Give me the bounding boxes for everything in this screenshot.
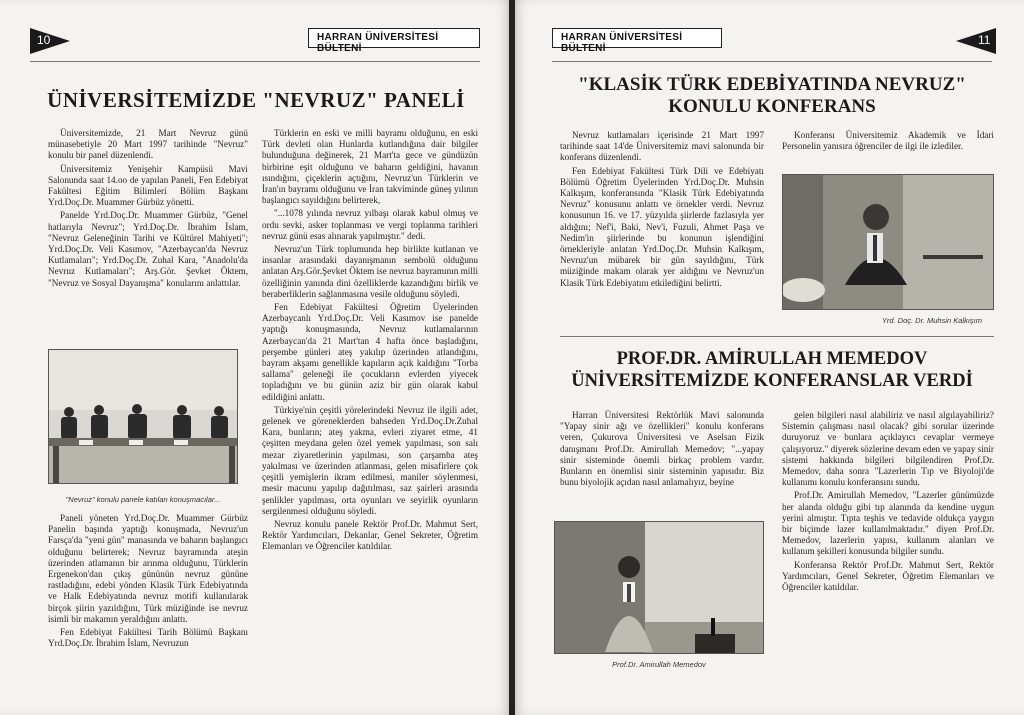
paragraph: Prof.Dr. Amirullah Memedov, "Lazerler günümüzde her alanda olduğu gibi tıp alanında da kendine uygun yerini almıştır. Tıpta teşhis ve tedavide oldukça yaygın bir biçimde lazer kullanılmaktadır." diyen Prof.Dr. Memedov, lazerlerin yapısı, kullanım alanları ve kullanım şekilleri konusunda bilgiler sundu. [782, 490, 994, 557]
binding-gutter [509, 0, 515, 715]
panel-photo [48, 349, 238, 484]
paragraph: gelen bilgileri nasıl alabiliriz ve nasıl algılayabiliriz? Sistemin çalışması nasıl olacak? gibi sorular üzerinde duruyoruz ve bunlara açıklayıcı cevaplar vermeye çalışıyoruz." diyerek sözlerine devam eden ve yapay sinir sistemi hakkında bilgileri bilgilendiren Prof.Dr. Memedov, daha sonra "Lazerlerin Tıp ve Biyoloji'de kullanımı konulu konferansını sundu. [782, 410, 994, 488]
header-rule [552, 61, 992, 62]
paragraph: Türklerin en eski ve milli bayramı olduğunu, en eski Türk devleti olan Hunlarda kutlandığına dair bilgiler bulunduğuna değinerek, 21 Mart'ta gece ve gündüzün birbirine eşit olduğunu ve baharın geldiğini, havanın ısındığını, çiçeklerin açtığını, Nevruz'un Türklerin ve İran'ın bayramı olduğunu ve İran takviminde güneş yılının başlangıcı sayıldığını belirterek, [262, 128, 478, 206]
paragraph: Harran Üniversitesi Rektörlük Mavi salonunda "Yapay sinir ağı ve özellikleri" konulu konferans veren, Çukurova Üniversitesi ve Aselsan Fizik danışmanı Prof.Dr. Amirullah Memedov; "...yapay sinir sisteminde önemli birkaç problem vardır. Bunların en önemlisi sinir sisteminin yapısıdır. Biz bunu biyolojik açıdan nasıl anlamalıyız, beyine [560, 410, 764, 488]
paragraph: "...1078 yılında nevruz yılbaşı olarak kabul olmuş ve ordu sevki, asker toplanması ve vergi toplanma tarihleri nevruz günü esas alınarak yapılmıştır." dedi. [262, 208, 478, 241]
article-column [782, 130, 994, 154]
paragraph: Üniversitemizde, 21 Mart Nevruz günü münasebetiyle 20 Mart 1997 tarihinde "Nevruz" konulu bir panel düzenlendi. [48, 128, 248, 161]
article-column [782, 410, 994, 595]
article-column [560, 410, 764, 490]
lecturer-image [555, 522, 764, 654]
paragraph: Üniversitemiz Yenişehir Kampüsü Mavi Salonunda saat 14.oo de yapılan Paneli, Fen Edebiyat Fakültesi Eğitim Bilimleri Bölüm Başkanı Yrd.Doç.Dr. Muammer Gürbüz yönetti. [48, 163, 248, 208]
kalkisim-photo-caption: Yrd. Doç. Dr. Muhsin Kalkışım [881, 316, 982, 325]
right-page [512, 0, 1024, 715]
article-column [560, 130, 764, 291]
article-title-memedov: PROF.DR. AMİRULLAH MEMEDOV ÜNİVERSİTEMİZDE KONFERANSLAR VERDİ [571, 349, 973, 391]
paragraph: Nevruz'un Türk toplumunda hep birlikte kutlanan ve insanlar arasındaki dayanışmanın sembolü olduğunu anlatan Arş.Gör.Şevket Öktem ise nevruz bayramının milli özelliğinin yanında dini özelliklerde kazandığını birlik ve beraberliklerin sağlanmasına vesile olduğunu söyledi. [262, 244, 478, 299]
memedov-photo [554, 521, 764, 654]
paragraph: Fen Edebiyat Fakültesi Öğretim Üyelerinden Azerbaycanlı Yrd.Doç.Dr. Veli Kasımov ise panelde yaptığı konuşmasında, Nevruz kutlamalarının Azerbaycan'da 21 Mart'tan 4 hafta önce başladığını, perşembe günleri ateş yakılıp üzerinden atlandığını, bayram akşamı genellikle kapıların açık kaldığını "Torba sallama" geleneği ile çocukların evlerden yiyecek topladığını ve bu günün aziz bir gün olarak kabul edildiğini anlattı. [262, 302, 478, 402]
article-title-klasik-turk: "KLASİK TÜRK EDEBİYATINDA NEVRUZ" KONULU KONFERANS [578, 74, 966, 117]
speaker-portrait-image [783, 175, 994, 310]
paragraph: Paneli yöneten Yrd.Doç.Dr. Muammer Gürbüz Panelin başında yaptığı konuşmada, Nevruz'un Farsça'da "yeni gün" manasında ve baharın başlangıcı olduğunu belirterek; Nevruz bayramında ateşin üzerinden atlamanın bir arınma olduğunu, Türklerin Ergenekon'dan çıkış gününün nevruz gününe rastladığını, edebi yönden Klasik Türk Edebiyatında ve Halk Edebiyatında nevruz motifi kullanılarak birçok şiirin yazıldığını, Türk müziğinde ise nevruz isimli bir makamın yeraldığını anlattı. [48, 513, 248, 624]
kalkisim-photo [782, 174, 994, 310]
article-column [48, 513, 248, 651]
panel-speakers-image [49, 350, 238, 484]
paragraph: Nevruz konulu panele Rektör Prof.Dr. Mahmut Sert, Rektör Yardımcıları, Dekanlar, Genel Sekreter, Öğretim Elemanları ve Öğrenciler katıldılar. [262, 518, 478, 552]
header-rule [30, 61, 480, 62]
memedov-photo-caption: Prof.Dr. Amirullah Memedov [612, 660, 706, 669]
paragraph: Fen Edebiyat Fakültesi Türk Dili ve Edebiyatı Bölümü Öğretim Üyelerinden Yrd.Doç.Dr. Muhsin Kalkışım, konferansında "Klasik Türk Edebiyatında Nevruz" konusunu anlattı ve örnekler verdi. Nevruz konusunun 16. ve 17. yüzyılda şiirlerde fazlasıyla yer aldığını; Nef'i, Baki, Nev'i, Fuzuli, Ahmet Paşa ve Nedim'in şiirlerinde bu konunun işlendiğini örnekleriyle anlatan Yrd.Doç.Dr. Muhsin Kalkışım, Nevruz'un mübarek bir gün sayıldığını, Türk müziğinde makam olarak yer aldığını ve Nevruz'un Klasik Türk Edebiyatını etkilediğini belirtti. [560, 165, 764, 288]
bulletin-header-right: HARRAN ÜNİVERSİTESİ BÜLTENİ [552, 28, 722, 48]
section-rule [560, 336, 994, 337]
page-number-left: 10 [30, 28, 70, 54]
paragraph: Panelde Yrd.Doç.Dr. Muammer Gürbüz, "Genel hatlarıyla Nevruz"; Yrd.Doç.Dr. İbrahim İslam, "Nevruz Geleneğinin Tarihi ve Kültürel Mahiyeti"; Yrd.Doç.Dr. Veli Kasımov, "Azerbaycan'da Nevruz Kutlamaları"; Yrd.Doç.Dr. Zuhal Kara, "Anadolu'da Nevruz Kutlamaları"; Arş.Gör. Şevket Öktem, "Nevruz ve Sosyal Dayanışma" konularını anlattılar. [48, 210, 248, 288]
panel-photo-caption: "Nevruz" konulu panele katılan konuşmacılar... [65, 495, 221, 504]
article-title-nevruz-paneli: ÜNİVERSİTEMİZDE "NEVRUZ" PANELİ [47, 88, 465, 112]
paragraph: Fen Edebiyat Fakültesi Tarih Bölümü Başkanı Yrd.Doç.Dr. İbrahim İslam, Nevruzun [48, 627, 248, 649]
page-number-right: 11 [956, 28, 996, 54]
paragraph: Konferansa Rektör Prof.Dr. Mahmut Sert, Rektör Yardımcıları, Genel Sekreter, Öğretim Elemanları ve Öğrenciler katıldılar. [782, 559, 994, 593]
paragraph: Türkiye'nin çeşitli yörelerindeki Nevruz ile ilgili adet, gelenek ve göreneklerden bahseden Yrd.Doç.Dr.Zuhal Kara, bunların; ateş yakma, evleri ziyaret etme, 41 çeşitten meydana gelen özel yemek yapılması, son salı mezar ziyaretlerinin yapılması, son çarşamba ateş yakılması ve üzerinden atlanması, gelen misafirlere çok çeşitli yemişlerin ikram edilmesi, maniler söylenmesi, mesir macunu yapılıp dağıtılması, saz şairleri arasında şenlikler yapılması, orta oyunları ve seyirlik oyunların sergilenmesi olduğunu söyledi. [262, 404, 478, 516]
article-column [48, 128, 248, 291]
paragraph: Nevruz kutlamaları içerisinde 21 Mart 1997 tarihinde saat 14'de Üniversitemiz mavi salonunda bir konferans düzenlendi. [560, 130, 764, 163]
bulletin-header-left: HARRAN ÜNİVERSİTESİ BÜLTENİ [308, 28, 480, 48]
paragraph: Konferansı Üniversitemiz Akademik ve İdari Personelin yanısıra öğrenciler de ilgi ile izlediler. [782, 130, 994, 152]
article-column [262, 128, 478, 555]
